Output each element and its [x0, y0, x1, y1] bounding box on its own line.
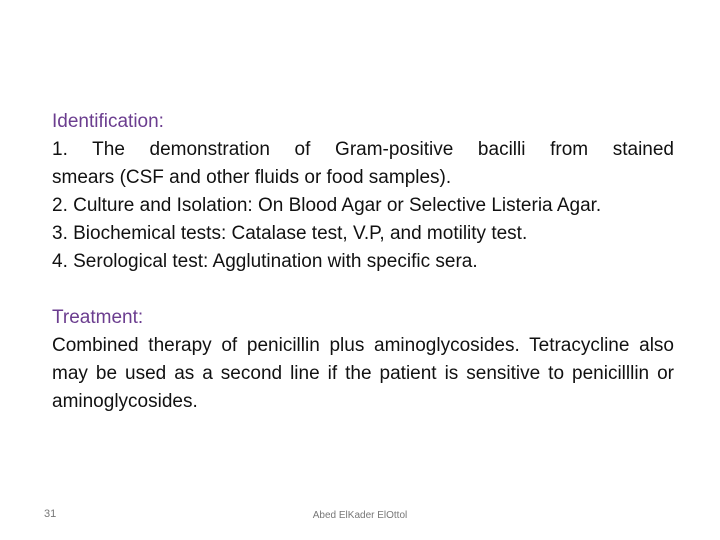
- identification-line-5: 4. Serological test: Agglutination with specific sera.: [52, 251, 478, 272]
- identification-heading: Identification:: [52, 111, 164, 132]
- treatment-heading: Treatment:: [52, 307, 144, 328]
- section-spacer: [52, 276, 674, 304]
- treatment-paragraph: Combined therapy of penicillin plus aminoglycosides. Tetracycline also may be used as a second line if the patient is sensitive to penicilllin or aminoglycosides.: [52, 335, 674, 412]
- slide-content: [52, 108, 674, 416]
- identification-line-4: 3. Biochemical tests: Catalase test, V.P, and motility test.: [52, 223, 528, 244]
- identification-line-3: 2. Culture and Isolation: On Blood Agar or Selective Listeria Agar.: [52, 195, 602, 216]
- footer-author: Abed ElKader ElOttol: [312, 510, 408, 521]
- identification-line-2: smears (CSF and other fluids or food samples).: [52, 167, 452, 188]
- identification-line-1: 1. The demonstration of Gram-positive bacilli from stained: [52, 139, 674, 160]
- slide-number: 31: [44, 508, 57, 520]
